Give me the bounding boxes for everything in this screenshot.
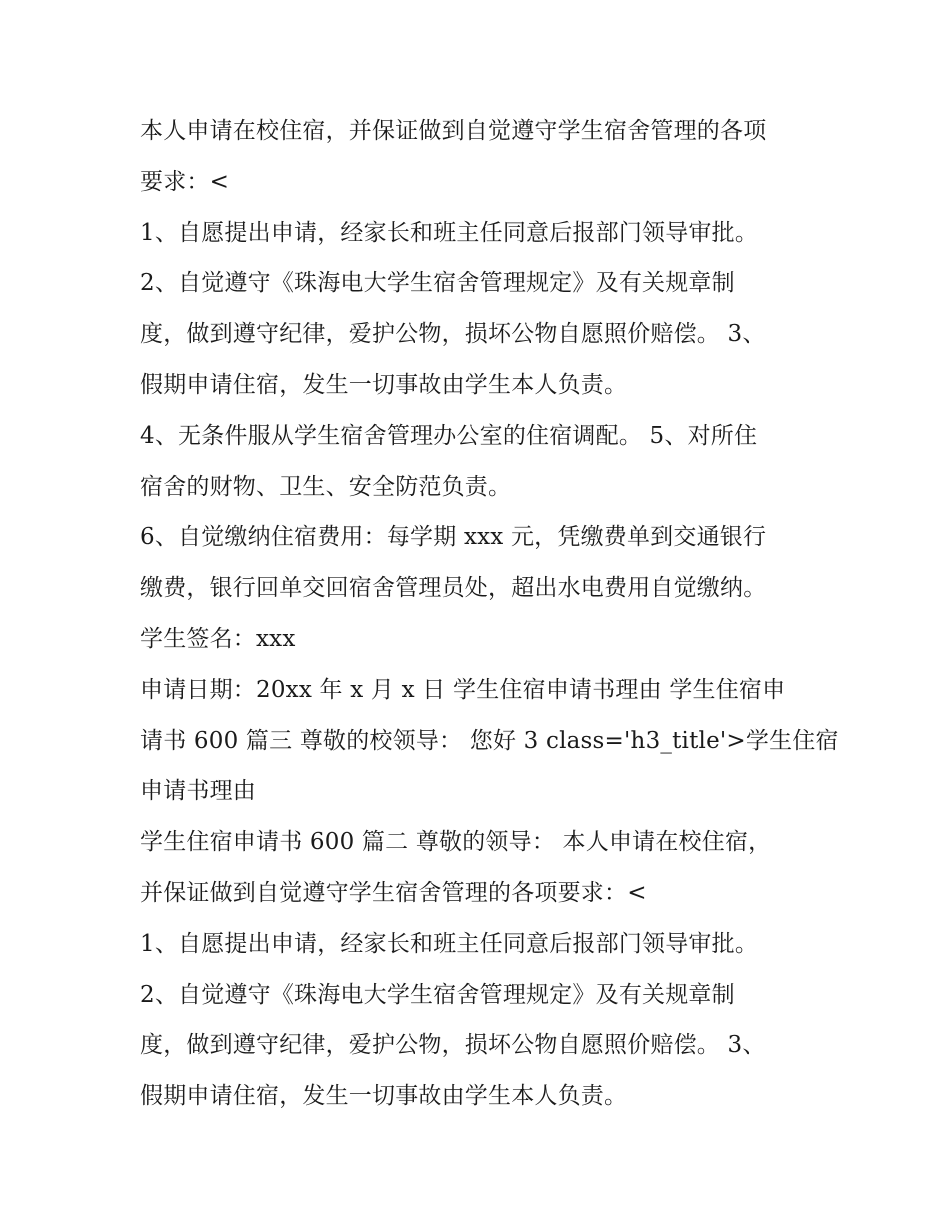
- text-line-15: 学生住宿申请书 600 篇二 尊敬的领导： 本人申请在校住宿，: [140, 829, 772, 856]
- text-line-2: 要求：<: [140, 168, 230, 195]
- text-line-4: 2、自觉遵守《珠海电大学生宿舍管理规定》及有关规章制: [140, 270, 735, 297]
- text-line-10: 缴费，银行回单交回宿舍管理员处，超出水电费用自觉缴纳。: [140, 575, 767, 602]
- text-line-14: 申请书理由: [140, 778, 256, 805]
- document-body: [140, 106, 839, 1122]
- text-line-17: 1、自愿提出申请，经家长和班主任同意后报部门领导审批。: [140, 930, 759, 957]
- text-line-9: 6、自觉缴纳住宿费用：每学期 xxx 元，凭缴费单到交通银行: [140, 524, 767, 551]
- text-line-20: 假期申请住宿，发生一切事故由学生本人负责。: [140, 1083, 628, 1110]
- text-line-13: 请书 600 篇三 尊敬的校领导： 您好 3 class='h3_title'>学生住宿: [140, 727, 839, 754]
- text-line-1: 本人申请在校住宿，并保证做到自觉遵守学生宿舍管理的各项: [140, 118, 767, 144]
- text-line-6: 假期申请住宿，发生一切事故由学生本人负责。: [140, 371, 628, 398]
- text-line-8: 宿舍的财物、卫生、安全防范负责。: [140, 473, 512, 500]
- text-line-7: 4、无条件服从学生宿舍管理办公室的住宿调配。 5、对所住: [140, 422, 758, 449]
- text-line-3: 1、自愿提出申请，经家长和班主任同意后报部门领导审批。: [140, 219, 759, 246]
- text-line-11: 学生签名：xxx: [140, 625, 296, 652]
- text-line-16: 并保证做到自觉遵守学生宿舍管理的各项要求：<: [140, 879, 647, 906]
- text-line-19: 度，做到遵守纪律，爱护公物，损坏公物自愿照价赔偿。 3、: [140, 1032, 766, 1059]
- text-line-18: 2、自觉遵守《珠海电大学生宿舍管理规定》及有关规章制: [140, 981, 735, 1008]
- text-line-5: 度，做到遵守纪律，爱护公物，损坏公物自愿照价赔偿。 3、: [140, 321, 766, 348]
- text-line-12: 申请日期：20xx 年 x 月 x 日 学生住宿申请书理由 学生住宿申: [140, 676, 786, 703]
